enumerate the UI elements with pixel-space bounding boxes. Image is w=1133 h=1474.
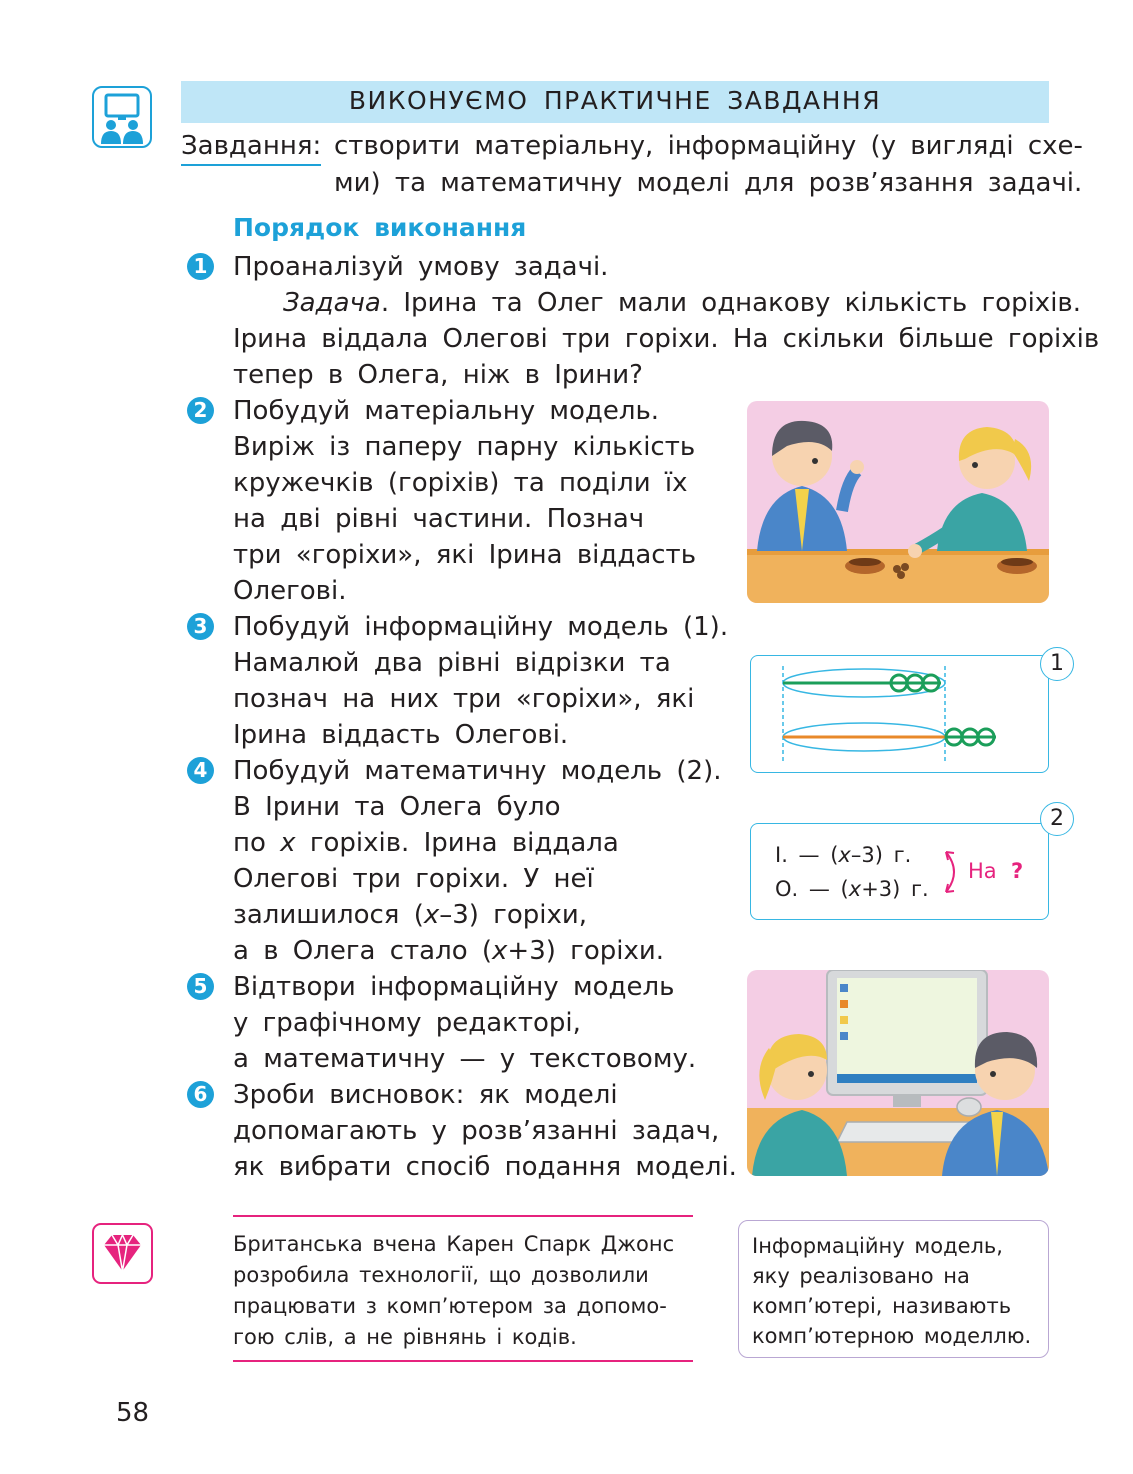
step-4-line-1: Побудуй математичну модель (2).: [233, 756, 722, 786]
step-3-line-3: познач на них три «горіхи», які: [233, 684, 695, 714]
math-model-scheme: [750, 823, 1049, 920]
task-text-line-2: ми) та математичну моделі для розв’язання задачі.: [334, 168, 1083, 198]
step-4-line-5: залишилося (x–3) горіхи,: [233, 900, 588, 930]
step-number-6: 6: [187, 1081, 214, 1108]
definition-line-1: Інформаційну модель,: [752, 1234, 1003, 1258]
step-4-line-6: а в Олега стало (x+3) горіхи.: [233, 936, 665, 966]
fact-line-4: гою слів, а не рівнянь і кодів.: [233, 1325, 577, 1349]
definition-line-3: комп’ютері, називають: [752, 1294, 1012, 1318]
step-number-1: 1: [187, 253, 214, 280]
task-label: Завдання:: [181, 128, 321, 166]
step-2-line-5: три «горіхи», які Ірина віддасть: [233, 540, 697, 570]
oleg-expression: О. — (x+3) г.: [775, 877, 929, 901]
step-number-2: 2: [187, 397, 214, 424]
diamond-icon: [92, 1223, 153, 1284]
step-5-line-3: а математичну — у текстовому.: [233, 1044, 697, 1074]
step-4-line-3: по x горіхів. Ірина віддала: [233, 828, 619, 858]
problem-line-2: Ірина віддала Олегові три горіхи. На скільки більше горіхів: [233, 324, 1100, 354]
compare-arrow-icon: [942, 848, 964, 900]
task-text-line-1: створити матеріальну, інформаційну (у вигляді схе-: [334, 131, 1083, 161]
problem-line-1: Задача. Ірина та Олег мали однакову кількість горіхів.: [283, 288, 1082, 318]
step-5-line-2: у графічному редакторі,: [233, 1008, 581, 1038]
step-6-line-3: як вибрати спосіб подання моделі.: [233, 1152, 737, 1182]
scheme-1-label: 1: [1040, 647, 1074, 681]
irina-expression: І. — (x–3) г.: [775, 843, 912, 867]
step-2-line-3: кружечків (горіхів) та поділи їх: [233, 468, 688, 498]
scheme-2-label: 2: [1040, 802, 1074, 836]
step-2-line-4: на дві рівні частини. Познач: [233, 504, 645, 534]
problem-line-3: тепер в Олега, ніж в Ірини?: [233, 360, 643, 390]
step-3-line-2: Намалюй два рівні відрізки та: [233, 648, 671, 678]
question-mark: ?: [1011, 859, 1024, 883]
step-number-5: 5: [187, 973, 214, 1000]
step-number-3: 3: [187, 613, 214, 640]
practical-task-icon: [92, 86, 152, 148]
problem-label: Задача: [283, 288, 381, 318]
fact-line-1: Британська вчена Карен Спарк Джонс: [233, 1232, 675, 1256]
step-4-line-4: Олегові три горіхи. У неї: [233, 864, 594, 894]
step-2-line-6: Олегові.: [233, 576, 347, 606]
step-3-line-4: Ірина віддасть Олегові.: [233, 720, 569, 750]
step-5-line-1: Відтвори інформаційну модель: [233, 972, 675, 1002]
step-number-4: 4: [187, 757, 214, 784]
fact-line-3: працювати з комп’ютером за допомо-: [233, 1294, 667, 1318]
children-nuts-illustration: [747, 401, 1049, 603]
children-computer-illustration: [747, 970, 1049, 1176]
step-3-line-1: Побудуй інформаційну модель (1).: [233, 612, 729, 642]
step-6-line-2: допомагають у розв’язанні задач,: [233, 1116, 720, 1146]
step-1-line: Проаналізуй умову задачі.: [233, 252, 609, 282]
page-number: 58: [116, 1398, 150, 1428]
question-na: На: [968, 859, 997, 883]
fact-line-2: розробила технології, що дозволили: [233, 1263, 649, 1287]
fact-top-rule: [233, 1215, 693, 1217]
step-4-line-2: В Ірини та Олега було: [233, 792, 561, 822]
fact-bottom-rule: [233, 1360, 693, 1362]
step-2-line-2: Виріж із паперу парну кількість: [233, 432, 696, 462]
section-title: ВИКОНУЄМО ПРАКТИЧНЕ ЗАВДАННЯ: [348, 86, 882, 115]
procedure-title: Порядок виконання: [233, 213, 527, 242]
definition-line-4: комп’ютерною моделлю.: [752, 1324, 1032, 1348]
step-6-line-1: Зроби висновок: як моделі: [233, 1080, 618, 1110]
information-model-scheme: [750, 655, 1049, 773]
step-2-line-1: Побудуй матеріальну модель.: [233, 396, 660, 426]
definition-line-2: яку реалізовано на: [752, 1264, 970, 1288]
